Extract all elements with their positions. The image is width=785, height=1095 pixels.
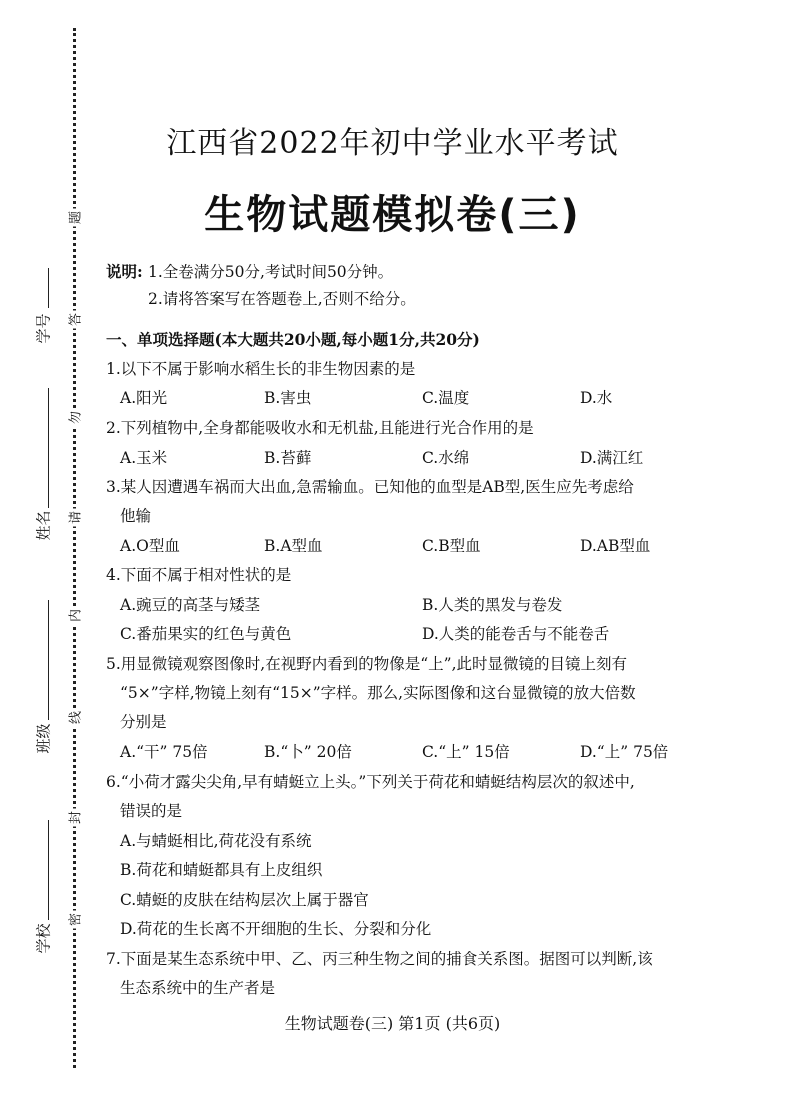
question-5-option-b: B.“卜” 20倍 <box>264 743 352 761</box>
school-label: 学校 <box>34 923 53 954</box>
question-1-option-b: B.害虫 <box>264 389 312 407</box>
question-5-stem-line-1: 5.用显微镜观察图像时,在视野内看到的物像是“上”,此时显微镜的目镜上刻有 <box>106 655 627 673</box>
question-2-option-a: A.玉米 <box>120 449 168 467</box>
class-label: 班级 <box>34 723 53 754</box>
question-6-option-a: A.与蜻蜓相比,荷花没有系统 <box>120 832 312 850</box>
paper-title: 生物试题模拟卷(三) <box>204 192 581 238</box>
seal-word: 线 <box>65 709 84 727</box>
instructions-lead: 说明: <box>106 262 143 281</box>
question-6-stem-line-2: 错误的是 <box>120 802 183 820</box>
class-blank <box>48 600 49 720</box>
page-footer: 生物试题卷(三) 第1页 (共6页) <box>284 1014 501 1033</box>
seal-word: 封 <box>65 809 84 827</box>
section-heading: 一、单项选择题(本大题共20小题,每小题1分,共20分) <box>106 330 480 349</box>
instruction-item-1: 1.全卷满分50分,考试时间50分钟。 <box>148 263 394 281</box>
seal-word: 题 <box>65 209 84 227</box>
instruction-item-2: 2.请将答案写在答题卷上,否则不给分。 <box>148 290 416 308</box>
question-3-option-b: B.A型血 <box>264 537 323 555</box>
question-3-option-a: A.O型血 <box>120 537 180 555</box>
question-3-stem-line-2: 他输 <box>120 507 152 525</box>
question-1-stem: 1.以下不属于影响水稻生长的非生物因素的是 <box>106 360 416 378</box>
question-6-option-c: C.蜻蜓的皮肤在结构层次上属于器官 <box>120 891 369 909</box>
question-1-option-a: A.阳光 <box>120 389 168 407</box>
exam-title: 江西省2022年初中学业水平考试 <box>166 126 619 161</box>
question-3-stem-line-1: 3.某人因遭遇车祸而大出血,急需输血。已知他的血型是AB型,医生应先考虑给 <box>106 478 634 496</box>
question-6-option-d: D.荷花的生长离不开细胞的生长、分裂和分化 <box>120 920 432 938</box>
question-3-option-c: C.B型血 <box>422 537 481 555</box>
question-2-option-c: C.水绵 <box>422 449 470 467</box>
seal-word: 请 <box>65 509 84 527</box>
seal-word: 内 <box>65 607 84 625</box>
student-id-blank <box>48 268 49 308</box>
question-7-stem-line-2: 生态系统中的生产者是 <box>120 979 276 997</box>
question-4-option-a: A.豌豆的高茎与矮茎 <box>120 596 261 614</box>
question-4-option-d: D.人类的能卷舌与不能卷舌 <box>422 625 610 643</box>
question-4-stem: 4.下面不属于相对性状的是 <box>106 566 292 584</box>
question-3-option-d: D.AB型血 <box>580 537 651 555</box>
seal-word: 勿 <box>65 409 84 427</box>
question-1-option-c: C.温度 <box>422 389 470 407</box>
question-2-stem: 2.下列植物中,全身都能吸收水和无机盐,且能进行光合作用的是 <box>106 419 534 437</box>
question-6-stem-line-1: 6.“小荷才露尖尖角,早有蜻蜓立上头。”下列关于荷花和蜻蜓结构层次的叙述中, <box>106 773 635 791</box>
question-5-stem-line-3: 分别是 <box>120 713 167 731</box>
question-7-stem-line-1: 7.下面是某生态系统中甲、乙、丙三种生物之间的捕食关系图。据图可以判断,该 <box>106 950 653 968</box>
question-5-option-a: A.“干” 75倍 <box>120 743 208 761</box>
question-2-option-b: B.苔藓 <box>264 449 312 467</box>
question-6-option-b: B.荷花和蜻蜓都具有上皮组织 <box>120 861 323 879</box>
school-blank <box>48 820 49 920</box>
question-4-option-b: B.人类的黑发与卷发 <box>422 596 563 614</box>
question-5-option-c: C.“上” 15倍 <box>422 743 510 761</box>
student-id-label: 学号 <box>34 313 53 344</box>
question-4-option-c: C.番茄果实的红色与黄色 <box>120 625 292 643</box>
question-2-option-d: D.满江红 <box>580 449 644 467</box>
name-blank <box>48 388 49 508</box>
seal-word: 答 <box>65 311 84 329</box>
seal-word: 密 <box>65 911 84 929</box>
name-label: 姓名 <box>34 510 53 541</box>
question-5-option-d: D.“上” 75倍 <box>580 743 669 761</box>
question-1-option-d: D.水 <box>580 389 613 407</box>
question-5-stem-line-2: “5×”字样,物镜上刻有“15×”字样。那么,实际图像和这台显微镜的放大倍数 <box>120 684 636 702</box>
